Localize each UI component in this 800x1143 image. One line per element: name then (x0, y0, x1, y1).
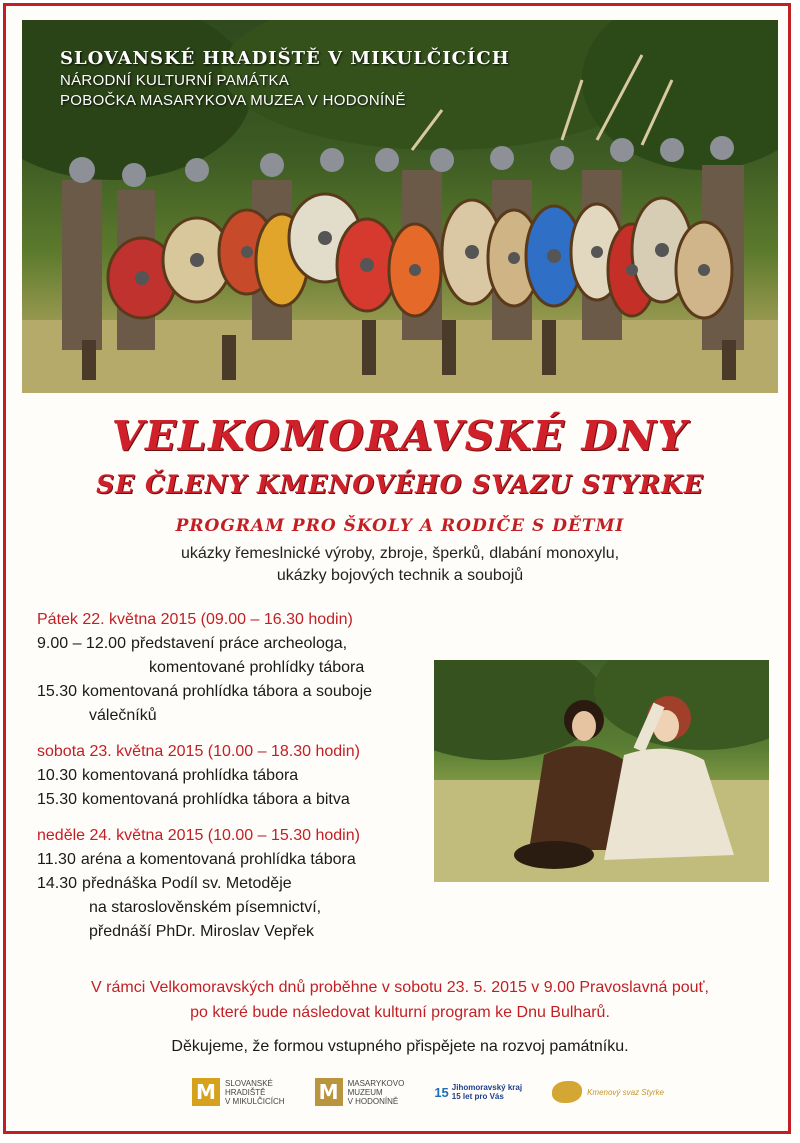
logo-text: V HODONÍNĚ (347, 1096, 399, 1106)
entry-text: komentovaná prohlídka tábora a bitva (82, 791, 350, 808)
logo-text: HRADIŠTĚ (225, 1087, 266, 1097)
entry-continuation: válečníků (89, 707, 157, 724)
logo-masarykovo-muzeum (315, 1078, 405, 1106)
logo-slovanske-hradiste (192, 1078, 285, 1106)
logo-text: 15 let pro Vás (451, 1092, 504, 1101)
entry-text: přednáška Podíl sv. Metoděje (82, 875, 292, 892)
day-heading: sobota 23. května 2015 (10.00 – 18.30 hodin) (37, 743, 360, 760)
logo-text: MUZEUM (347, 1087, 383, 1097)
day-heading: Pátek 22. května 2015 (09.00 – 16.30 hodin) (37, 611, 353, 628)
schedule-entry (37, 872, 437, 896)
entry-continuation: na staroslověnském písemnictví, (89, 899, 322, 916)
m-logo-icon: M (192, 1078, 220, 1106)
notice-line1: V rámci Velkomoravských dnů proběhne v sobotu 23. 5. 2015 v 9.00 Pravoslavná pouť, (91, 979, 709, 996)
logo-text: V MIKULČICÍCH (225, 1096, 285, 1106)
m-logo-icon: M (315, 1078, 343, 1106)
logo-text: Kmenový svaz Styrke (587, 1087, 664, 1097)
program-desc-line1: ukázky řemeslnické výroby, zbroje, šperků, dlabání monoxylu, (180, 545, 620, 562)
event-title: VELKOMORAVSKÉ DNY (111, 412, 689, 460)
women-illustration (434, 660, 769, 882)
entry-text: aréna a komentovaná prohlídka tábora (80, 851, 356, 868)
entry-continuation: přednáší PhDr. Miroslav Vepřek (89, 923, 314, 940)
schedule-entry (37, 680, 437, 704)
sponsor-logos (192, 1075, 664, 1109)
entry-time: 15.30 (37, 683, 78, 700)
entry-text: představení práce archeologa, (130, 635, 348, 652)
entry-time: 15.30 (37, 791, 78, 808)
program-description (0, 543, 800, 587)
women-photo (434, 660, 769, 882)
entry-time: 14.30 (37, 875, 78, 892)
notice (0, 975, 800, 1025)
notice-line2: po které bude následovat kulturní program ke Dnu Bulharů. (190, 1004, 610, 1021)
schedule-entry (37, 848, 437, 872)
styrke-logo-icon (552, 1081, 582, 1103)
logo-text: Jihomoravský kraj (451, 1083, 523, 1092)
logo-text: MASARYKOVO (347, 1078, 405, 1088)
event-subtitle: SE ČLENY KMENOVÉHO SVAZU STYRKE (96, 470, 704, 499)
day-heading: neděle 24. května 2015 (10.00 – 15.30 hodin) (37, 827, 360, 844)
jmk-logo-icon: 15 (434, 1084, 449, 1100)
program-heading: PROGRAM PRO ŠKOLY A RODIČE S DĚTMI (175, 516, 625, 536)
hero-text-block (60, 48, 510, 109)
schedule-entry (37, 764, 437, 788)
entry-text: komentovaná prohlídka tábora (82, 767, 299, 784)
logo-styrke (552, 1081, 664, 1103)
logo-text: SLOVANSKÉ (225, 1078, 273, 1088)
entry-text: komentovaná prohlídka tábora a souboje (82, 683, 373, 700)
entry-time: 11.30 (37, 851, 76, 868)
program-desc-line2: ukázky bojových technik a soubojů (276, 567, 524, 584)
site-title: SLOVANSKÉ HRADIŠTĚ V MIKULČICÍCH (60, 48, 510, 69)
logo-jihomoravsky-kraj (434, 1083, 522, 1101)
schedule (37, 608, 437, 956)
day-sunday (37, 824, 437, 944)
site-subtitle-line1: NÁRODNÍ KULTURNÍ PAMÁTKA (60, 72, 290, 89)
thanks-text: Děkujeme, že formou vstupného přispějete na rozvoj památníku. (171, 1038, 629, 1055)
schedule-entry (37, 788, 437, 812)
entry-continuation: komentované prohlídky tábora (149, 659, 365, 676)
entry-time: 9.00 – 12.00 (37, 635, 126, 652)
entry-time: 10.30 (37, 767, 78, 784)
schedule-entry (37, 632, 437, 656)
site-subtitle-line2: POBOČKA MASARYKOVA MUZEA V HODONÍNĚ (60, 92, 406, 109)
day-friday (37, 608, 437, 728)
day-saturday (37, 740, 437, 812)
hero-photo (22, 20, 778, 393)
